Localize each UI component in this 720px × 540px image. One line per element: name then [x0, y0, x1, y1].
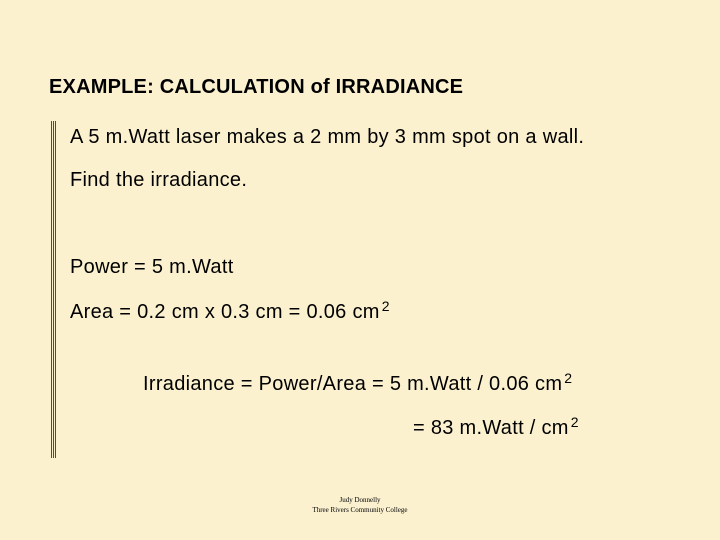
area-exponent: 2 — [381, 298, 390, 314]
result-text: = 83 m.Watt / cm — [413, 417, 569, 439]
irradiance-text: Irradiance = Power/Area = 5 m.Watt / 0.06 cm — [143, 373, 563, 395]
irradiance-equation — [143, 370, 572, 396]
area-text: Area = 0.2 cm x 0.3 cm = 0.06 cm — [70, 301, 380, 323]
problem-line-2: Find the irradiance. — [70, 169, 248, 191]
area-given — [70, 298, 390, 324]
result-exponent: 2 — [570, 414, 579, 430]
slide-title: EXAMPLE: CALCULATION of IRRADIANCE — [49, 76, 464, 98]
accent-bar — [51, 121, 57, 458]
power-given: Power = 5 m.Watt — [70, 256, 234, 278]
footer-credit — [0, 495, 720, 515]
irradiance-exponent: 2 — [564, 370, 573, 386]
footer-institution: Three Rivers Community College — [312, 506, 408, 514]
footer-author: Judy Donnelly — [339, 496, 381, 504]
problem-line-1: A 5 m.Watt laser makes a 2 mm by 3 mm spot on a wall. — [70, 126, 585, 148]
irradiance-result — [413, 414, 579, 440]
